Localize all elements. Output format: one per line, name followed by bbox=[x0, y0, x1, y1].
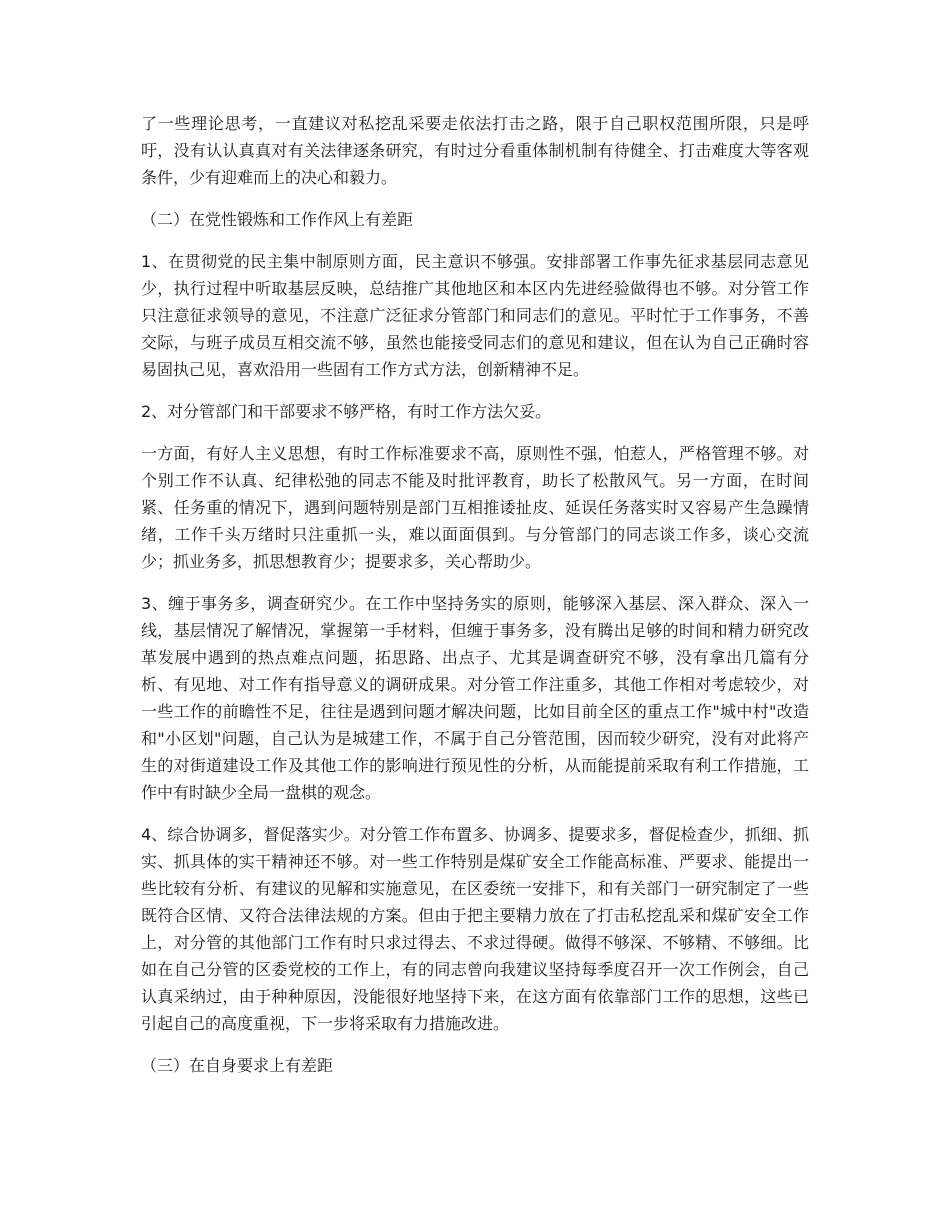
paragraph-item-2: 2、对分管部门和干部要求不够严格，有时工作方法欠妥。 bbox=[141, 402, 552, 421]
section-heading-2: （二）在党性锻炼和工作作风上有差距 bbox=[141, 210, 414, 229]
paragraph-item-4: 4、综合协调多，督促落实少。对分管工作布置多、协调多、提要求多，督促检查少，抓细、抓实、抓具体的实干精神还不够。对一些工作特别是煤矿安全工作能高标准、严要求、能提出一些比较有分析、有建议的见解和实施意见，在区委统一安排下，和有关部门一研究制定了一些既符合区情、又符合法律法规的方案。但由于把主要精力放在了打击私挖乱采和煤矿安全工作上，对分管的其他部门工作有时只求过得去、不求过得硬。做得不够深、不够精、不够细。比如在自己分管的区委党校的工作上，有的同志曾向我建议坚持每季度召开一次工作例会，自己认真采纳过，由于种种原因，没能很好地坚持下来，在这方面有依靠部门工作的思想，这些已引起自己的高度重视，下一步将采取有力措施改进。 bbox=[141, 825, 809, 1033]
section-heading-3: （三）在自身要求上有差距 bbox=[141, 1056, 334, 1075]
paragraph-item-1: 1、在贯彻党的民主集中制原则方面，民主意识不够强。安排部署工作事先征求基层同志意见少，执行过程中听取基层反映，总结推广其他地区和本区内先进经验做得也不够。对分管工作只注意征求领导的意见，不注意广泛征求分管部门和同志们的意见。平时忙于工作事务，不善交际，与班子成员互相交流不够，虽然也能接受同志们的意见和建议，但在认为自己正确时容易固执己见，喜欢沿用一些固有工作方式方法，创新精神不足。 bbox=[141, 252, 809, 379]
paragraph-item-2-detail: 一方面，有好人主义思想，有时工作标准要求不高，原则性不强，怕惹人，严格管理不够。对个别工作不认真、纪律松弛的同志不能及时批评教育，助长了松散风气。另一方面，在时间紧、任务重的情况下，遇到问题特别是部门互相推诿扯皮、延误任务落实时又容易产生急躁情绪，工作千头万绪时只注重抓一头，难以面面俱到。与分管部门的同志谈工作多，谈心交流少；抓业务多，抓思想教育少；提要求多，关心帮助少。 bbox=[141, 444, 809, 571]
paragraph-item-3: 3、缠于事务多，调查研究少。在工作中坚持务实的原则，能够深入基层、深入群众、深入一线，基层情况了解情况，掌握第一手材料，但缠于事务多，没有腾出足够的时间和精力研究改革发展中遇到的热点难点问题，拓思路、出点子、尤其是调查研究不够，没有拿出几篇有分析、有见地、对工作有指导意义的调研成果。对分管工作注重多，其他工作相对考虑较少，对一些工作的前瞻性不足，往往是遇到问题才解决问题，比如目前全区的重点工作"城中村"改造和"小区划"问题，自己认为是城建工作，不属于自己分管范围，因而较少研究，没有对此将产生的对街道建设工作及其他工作的影响进行预见性的分析，从而能提前采取有利工作措施，工作中有时缺少全局一盘棋的观念。 bbox=[141, 594, 809, 802]
paragraph-continuation: 了一些理论思考，一直建议对私挖乱采要走依法打击之路，限于自己职权范围所限，只是呼吁，没有认认真真对有关法律逐条研究，有时过分看重体制机制有待健全、打击难度大等客观条件，少有迎难而上的决心和毅力。 bbox=[141, 114, 809, 187]
document-body bbox=[141, 110, 809, 1094]
